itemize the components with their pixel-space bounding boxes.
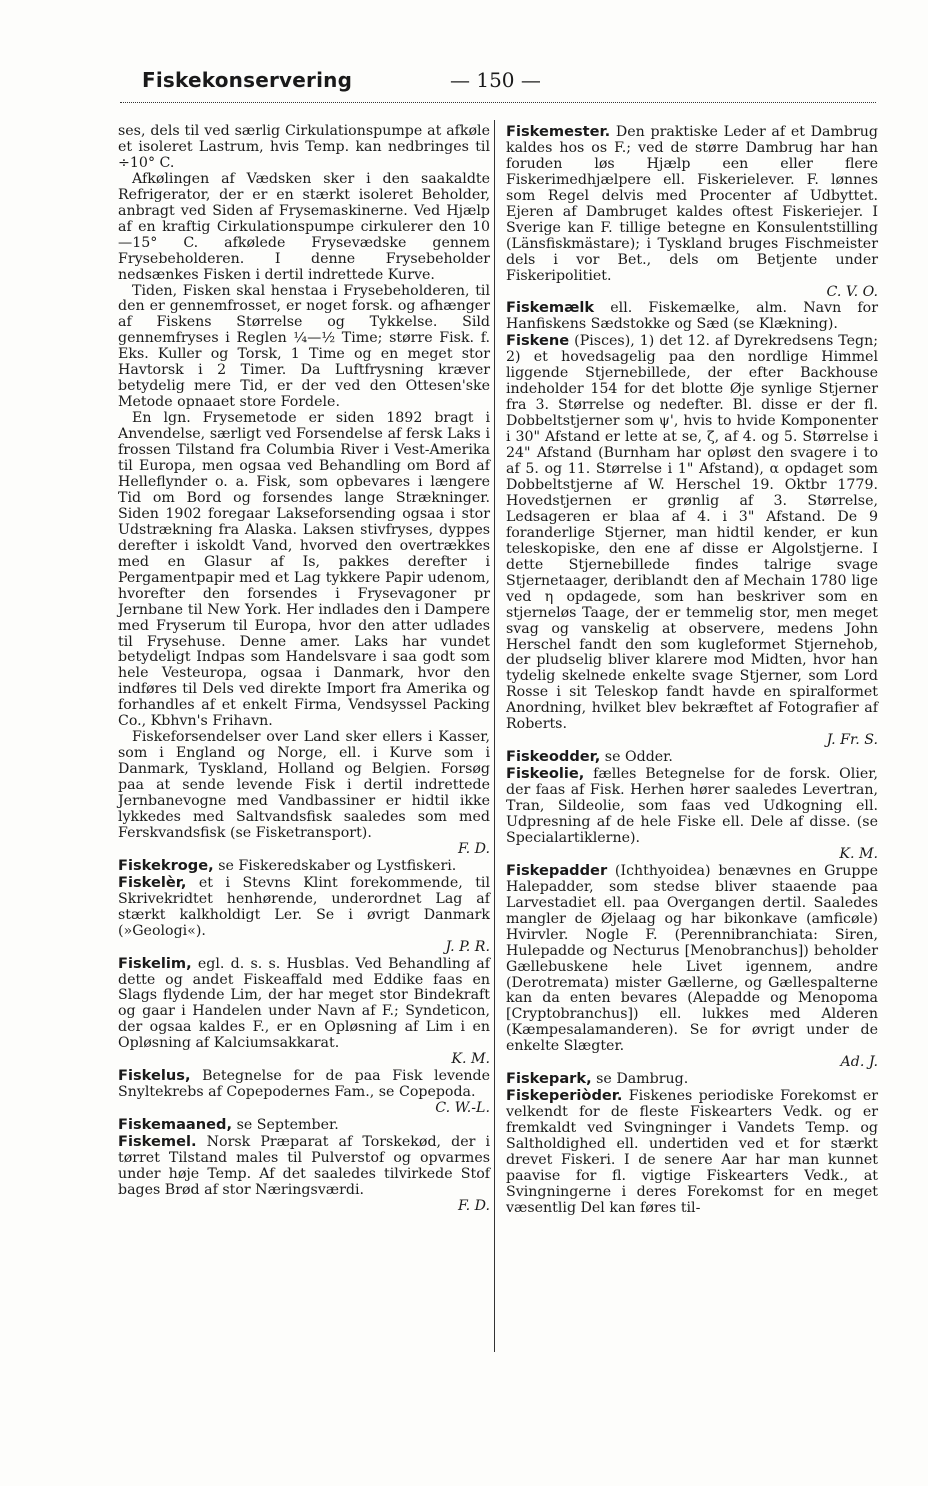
entry-text: (Pisces), 1) det 12. af Dyrekredsens Tegn; 2) et hovedsagelig paa den nordlige Himmel liggende Stjernebillede, der efter Backhouse indeholder 154 for det blotte Øje synlige Stjerner fra 3. Størrelse og nedefter. Bl. disse er der fl. Dobbeltstjerner som ψ', hvis to hvide Komponenter i 30" Afstand er lette at se, ζ, af 4. og 5. Størrelse i 24" Afstand (Burnham har opløst den svagere i to af 5. og 11. Størrelse i 1" Afstand), α opdaget som Dobbeltstjerne af W. Herschel 19. Oktbr 1779. Hovedstjernen er grønlig af 3. Størrelse, Ledsageren er blaa af 4. i 3" Afstand. De 9 foranderlige Stjerner, man hidtil kender, er kun teleskopiske, den ene af disse er Algolstjerne. I dette Stjernebillede findes talrige svage Stjernetaager, deriblandt den af Mechain 1780 lige ved η opdagede, som han beskriver som en stjerneløs Taage, der er temmelig stor, men meget svag og vanskelig at observere, medens John Herschel fandt den som kugleformet Stjernehob, der pludselig bliver klarere mod Midten, hvor han tydelig skelnede enkelte svage Stjerner, som Lord Rosse i sit Teleskop fandt havde en spiralformet Anordning, hvilket blev bekræftet af Fotografier af Roberts. [506,333,878,733]
paragraph [118,172,490,284]
entry-text: et i Stevns Klint forekommende, til Skrivekridtet henhørende, underordnet Lag af stærkt kalkholdigt Ler. Se i øvrigt Danmark (»Geologi«). [118,874,490,939]
paragraph [118,730,490,842]
signature: C. V. O. [826,283,878,300]
encyclopedia-entry [118,875,490,940]
encyclopedia-entry [506,333,878,733]
entry-text: Afkølingen af Vædsken sker i den saakaldte Refrigerator, der er en stærkt isoleret Beholder, anbragt ved Siden af Frysemaskinerne. Ved Hjælp af en kraftig Cirkulationspumpe cirkulerer den 10—15° C. afkølede Frysevædske gennem Frysebeholderen. I denne Frysebeholder nedsænkes Fisken i dertil indrettede Kurve. [118,170,490,283]
encyclopedia-entry [118,1068,490,1101]
entry-headword: Fiskelèr, [118,873,187,891]
entry-headword: Fiskemaaned, [118,1116,233,1134]
encyclopedia-entry [118,1117,490,1134]
entry-text: egl. d. s. s. Husblas. Ved Behandling af dette og andet Fiskeaffald med Eddike faas en Slags flydende Lim, der har meget stor Bindekraft og gaar i Handelen under Navn af F.; Syndeticon, der ogsaa kaldes F., er en Opløsning af Lim i en Opløsning af Kalciumsakkarat. [118,955,490,1052]
entry-headword: Fiskepark, [506,1070,592,1088]
encyclopedia-entry [506,766,878,847]
entry-headword: Fiskeolie, [506,765,585,783]
signature: K. M. [451,1051,490,1068]
entry-text: Fiskenes periodiske Forekomst er velkendt for de fleste Fiskearters Vedk. og er fremkaldt ved Svingninger i Vandets Temp. og Saltholdighed ell. undertiden ved et for stærkt drevet Fiskeri. I de senere Aar har man kunnet paavise for fl. vigtige Fiskearters Vedk., at Svingningerne i deres Forekomst for en meget væsentlig Del kan føres til- [506,1088,878,1216]
page-header [120,68,880,98]
entry-text: ell. Fiskemælke, alm. Navn for Hanfiskens Sædstokke og Sæd (se Klækning). [506,300,878,333]
entry-text: se Fiskeredskaber og Lystfiskeri. [213,857,457,874]
paragraph [118,411,490,730]
entry-headword: Fiskelus, [118,1067,191,1085]
entry-text: ses, dels til ved særlig Cirkulationspumpe at afkøle et isoleret Lastrum, hvis Temp. kan nedbringes til ÷10° C. [118,123,490,171]
entry-text: Fiskeforsendelser over Land sker ellers i Kasser, som i England og Norge, ell. i Kurve som i Danmark, Tyskland, Holland og Belgien. Forsøg paa at sende levende Fisk i dertil indrettede Jernbanevogne med Vandbassiner er hidtil ikke lykkedes med Saltvandsfisk saaledes som med Ferskvandsfisk (se Fisketransport). [118,729,490,841]
paragraph [118,124,490,172]
column-divider [494,120,495,1352]
encyclopedia-entry [506,863,878,1055]
entry-headword: Fiskemel. [118,1133,197,1151]
signature: J. P. R. [445,938,490,955]
entry-headword: Fiskepadder [506,861,608,879]
signature: C. W.-L. [435,1100,490,1117]
entry-text: Den praktiske Leder af et Dambrug kaldes hos os F.; ved de større Dambrug har han foruden løs Hjælp een eller flere Fiskerimedhjælpere ell. Fiskerielever. F. lønnes som Regel delvis med Procenter af Udbyttet. Ejeren af Dambruget kaldes oftest Fiskeriejer. I Sverige kan F. tillige betegne en Konsulentstilling (Länsfiskmästare); i Tyskland bruges Fischmeister dels i vor Bet., dels om Betjente under Fiskeripolitiet. [506,124,878,284]
entry-headword: Fiskelim, [118,954,192,972]
running-title: Fiskekonservering [142,68,353,92]
encyclopedia-entry [506,1071,878,1088]
entry-headword: Fiskemælk [506,299,595,317]
signature: F. D. [457,840,490,857]
entry-text: En lgn. Frysemetode er siden 1892 bragt i Anvendelse, særligt ved Forsendelse af fersk Laks i frossen Tilstand fra Columbia River i Vest-Amerika til Europa, men ogsaa ved Behandling om Bord af Helleflynder o. a. Fisk, som opbevares i længere Tid om Bord og forsendes lange Strækninger. Siden 1902 foregaar Lakseforsending ogsaa i stor Udstrækning fra Alaska. Laksen stivfryses, dyppes derefter i iskoldt Vand, hvorved den overtrækkes med en Glasur af Is, pakkes derefter i Pergamentpapir med et Lag tykkere Papir udenom, hvorefter den forsendes i Frysevagoner pr Jernbane til New York. Her indlades den i Dampere med Fryserum til Europa, hvor den atter udlades til Frysehuse. Denne amer. Laks har vundet betydeligt Indpas som Handelsvare i saa godt som hele Vesteuropa, ogsaa i Danmark, hvor den indføres til Dels ved direkte Import fra Amerika og forhandles af et enkelt Firma, Vendsyssel Packing Co., Kbhvn's Frihavn. [118,410,490,730]
encyclopedia-entry [506,1088,878,1217]
entry-text: se September. [232,1117,339,1134]
entry-text: (Ichthyoidea) benævnes en Gruppe Halepadder, som stedse bliver staaende paa Larvestadiet ell. paa Overgangen dertil. Saaledes mangler de Øjelaag og har bikonkave (amficøle) Hvirvler. Nogle F. (Perennibranchiata: Siren, Hulepadde og Necturus [Menobranchus]) beholder Gællebuskene hele Livet igennem, andre (Derotremata) mister Gællerne, og Gællespalterne kan da enten bevares (Alepadde og Menopoma [Cryptobranchus]) ell. lukkes med Alderen (Kæmpesalamanderen). Se for øvrigt under de enkelte Slægter. [506,862,878,1055]
encyclopedia-entry [118,1134,490,1199]
signature: J. Fr. S. [826,732,878,749]
signature: Ad. J. [840,1054,878,1071]
encyclopedia-entry [118,956,490,1053]
paragraph [118,284,490,412]
page-number: — 150 — [450,68,541,92]
encyclopedia-entry [506,749,878,766]
encyclopedia-entry [506,124,878,285]
signature: K. M. [839,845,878,862]
entry-text: se Dambrug. [591,1071,689,1088]
entry-headword: Fiskene [506,332,570,350]
left-column [118,124,490,1215]
header-rule [120,102,876,103]
encyclopedia-entry [118,858,490,875]
entry-text: Betegnelse for de paa Fisk levende Snyltekrebs af Copepodernes Fam., se Copepoda. [118,1068,490,1101]
entry-headword: Fiskekroge, [118,856,214,874]
entry-text: fælles Betegnelse for de forsk. Olier, der faas af Fisk. Herhen hører saaledes Levertran, Tran, Sildeolie, som faas ved Udkogning ell. Udpresning af de hele Fiske ell. Dele af disse. (se Specialartiklerne). [506,766,878,846]
entry-headword: Fiskeodder, [506,748,601,766]
entry-headword: Fiskemester. [506,123,611,140]
entry-text: se Odder. [600,749,673,766]
entry-text: Tiden, Fisken skal henstaa i Frysebeholderen, til den er gennemfrosset, er noget forsk. og afhænger af Fiskens Størrelse og Tykkelse. Sild gennemfryses i Reglen ¼—½ Time; større Fisk. f. Eks. Kuller og Torsk, 1 Time og en meget stor Havtorsk i 2 Timer. Da Luftfrysning kræver betydelig mere Tid, er der ved den Ottesen'ske Metode opnaaet store Fordele. [118,282,490,411]
signature: F. D. [457,1197,490,1214]
encyclopedia-entry [506,300,878,333]
entry-headword: Fiskeperiòder. [506,1087,623,1105]
entry-text: Norsk Præparat af Torskekød, der i tørret Tilstand males til Pulverstof og opvarmes under høje Temp. Af det saaledes tilvirkede Stof bages Brød af stor Næringsværdi. [118,1134,490,1198]
right-column [506,124,878,1217]
